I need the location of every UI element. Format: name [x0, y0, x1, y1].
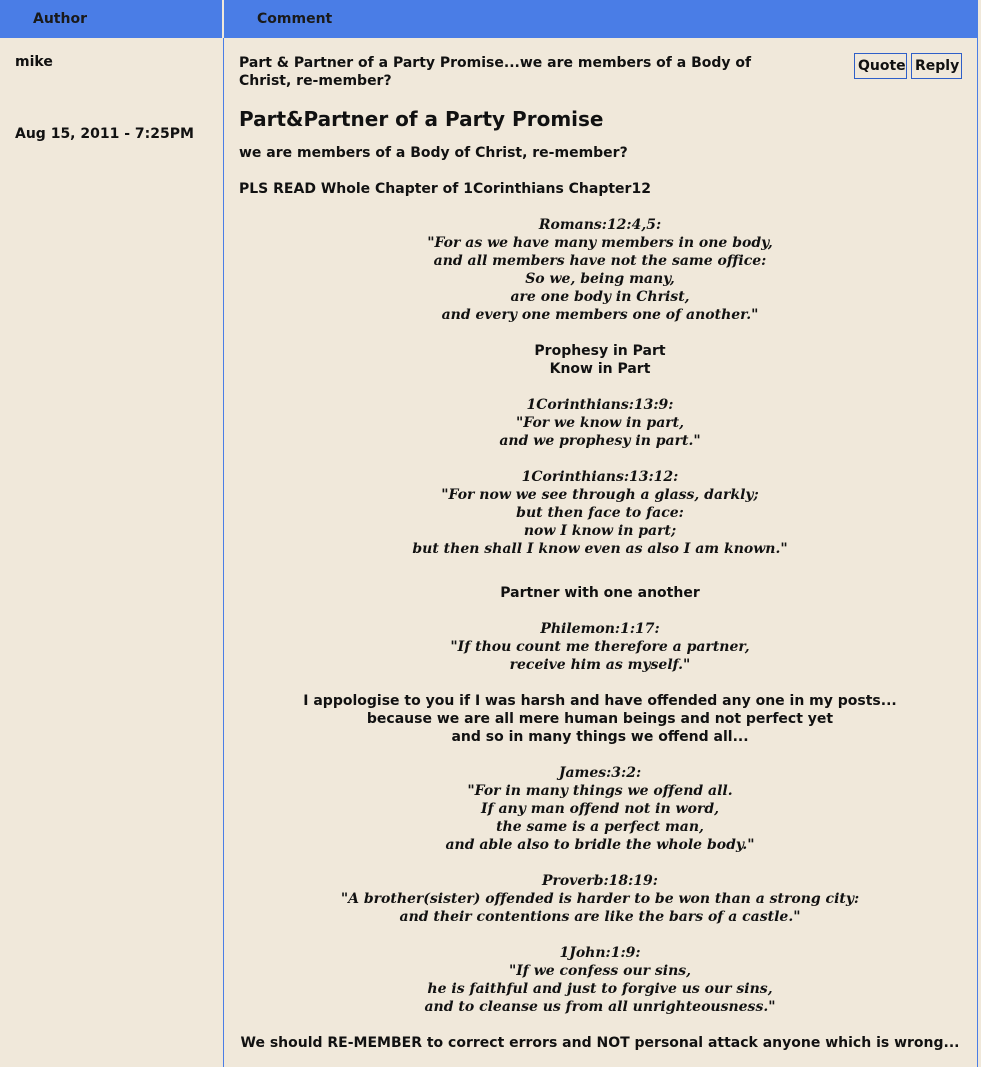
post-date: Aug 15, 2011 - 7:25PM: [15, 126, 194, 142]
post-blocks: [239, 216, 961, 1052]
scripture-line: and we prophesy in part.": [499, 433, 701, 449]
scripture-line: "For as we have many members in one body,: [427, 235, 773, 251]
scripture-block: [239, 468, 961, 558]
post-subject: Part & Partner of a Party Promise...we are members of a Body of Christ, re-member?: [239, 55, 752, 89]
scripture-line: "If thou count me therefore a partner,: [450, 639, 750, 655]
column-divider: [223, 38, 224, 1067]
scripture-line: "If we confess our sins,: [508, 963, 692, 979]
text-line: and so in many things we offend all...: [451, 729, 749, 745]
text-line: I appologise to you if I was harsh and have offended any one in my posts...: [303, 693, 897, 709]
scripture-line: and their contentions are like the bars of a castle.": [399, 909, 801, 925]
scripture-block: [239, 216, 961, 324]
scripture-line: 1John:1:9:: [559, 945, 641, 961]
text-block: [239, 342, 961, 378]
scripture-line: he is faithful and just to forgive us our sins,: [427, 981, 773, 997]
scripture-block: [239, 944, 961, 1016]
scripture-line: but then shall I know even as also I am known.": [412, 541, 788, 557]
scripture-line: Proverb:18:19:: [542, 873, 658, 889]
text-line: We should RE-MEMBER to correct errors and NOT personal attack anyone which is wrong...: [240, 1035, 960, 1051]
post-intro-line: PLS READ Whole Chapter of 1Corinthians Chapter12: [239, 181, 651, 197]
scripture-line: "A brother(sister) offended is harder to be won than a strong city:: [340, 891, 860, 907]
text-line: Know in Part: [549, 361, 651, 377]
scripture-line: and able also to bridle the whole body.": [445, 837, 755, 853]
post-title: Part&Partner of a Party Promise: [239, 107, 604, 131]
scripture-line: and every one members one of another.": [441, 307, 759, 323]
text-line: because we are all mere human beings and not perfect yet: [366, 711, 834, 727]
scripture-line: So we, being many,: [525, 271, 675, 287]
scripture-line: Romans:12:4,5:: [538, 217, 662, 233]
table-header: [0, 0, 978, 38]
scripture-line: now I know in part;: [523, 523, 677, 539]
text-block: [239, 1034, 961, 1052]
author-column-header: Author: [33, 11, 87, 27]
scripture-line: Philemon:1:17:: [540, 621, 660, 637]
scripture-line: 1Corinthians:13:12:: [521, 469, 679, 485]
scripture-line: and all members have not the same office:: [433, 253, 767, 269]
quote-button[interactable]: Quote: [854, 53, 907, 79]
scripture-block: [239, 620, 961, 674]
scripture-line: but then face to face:: [516, 505, 684, 521]
scripture-line: "For in many things we offend all.: [467, 783, 733, 799]
reply-button[interactable]: Reply: [911, 53, 962, 79]
scripture-line: and to cleanse us from all unrighteousness.": [424, 999, 776, 1015]
text-block: [239, 692, 961, 746]
comment-column-header: Comment: [257, 11, 333, 27]
scripture-line: "For now we see through a glass, darkly;: [441, 487, 759, 503]
scripture-line: 1Corinthians:13:9:: [526, 397, 674, 413]
text-line: Partner with one another: [500, 585, 700, 601]
post-body: [239, 106, 961, 1067]
header-divider: [222, 0, 224, 38]
post-intro-line: we are members of a Body of Christ, re-member?: [239, 145, 628, 161]
scripture-line: "For we know in part,: [516, 415, 684, 431]
scripture-block: [239, 764, 961, 854]
scripture-line: James:3:2:: [558, 765, 642, 781]
scripture-block: [239, 872, 961, 926]
scripture-line: If any man offend not in word,: [481, 801, 719, 817]
scripture-line: the same is a perfect man,: [496, 819, 704, 835]
scripture-line: receive him as myself.": [509, 657, 691, 673]
scripture-line: are one body in Christ,: [510, 289, 690, 305]
text-block: [239, 584, 961, 602]
text-line: Prophesy in Part: [534, 343, 666, 359]
post-author[interactable]: mike: [15, 54, 53, 70]
scripture-block: [239, 396, 961, 450]
